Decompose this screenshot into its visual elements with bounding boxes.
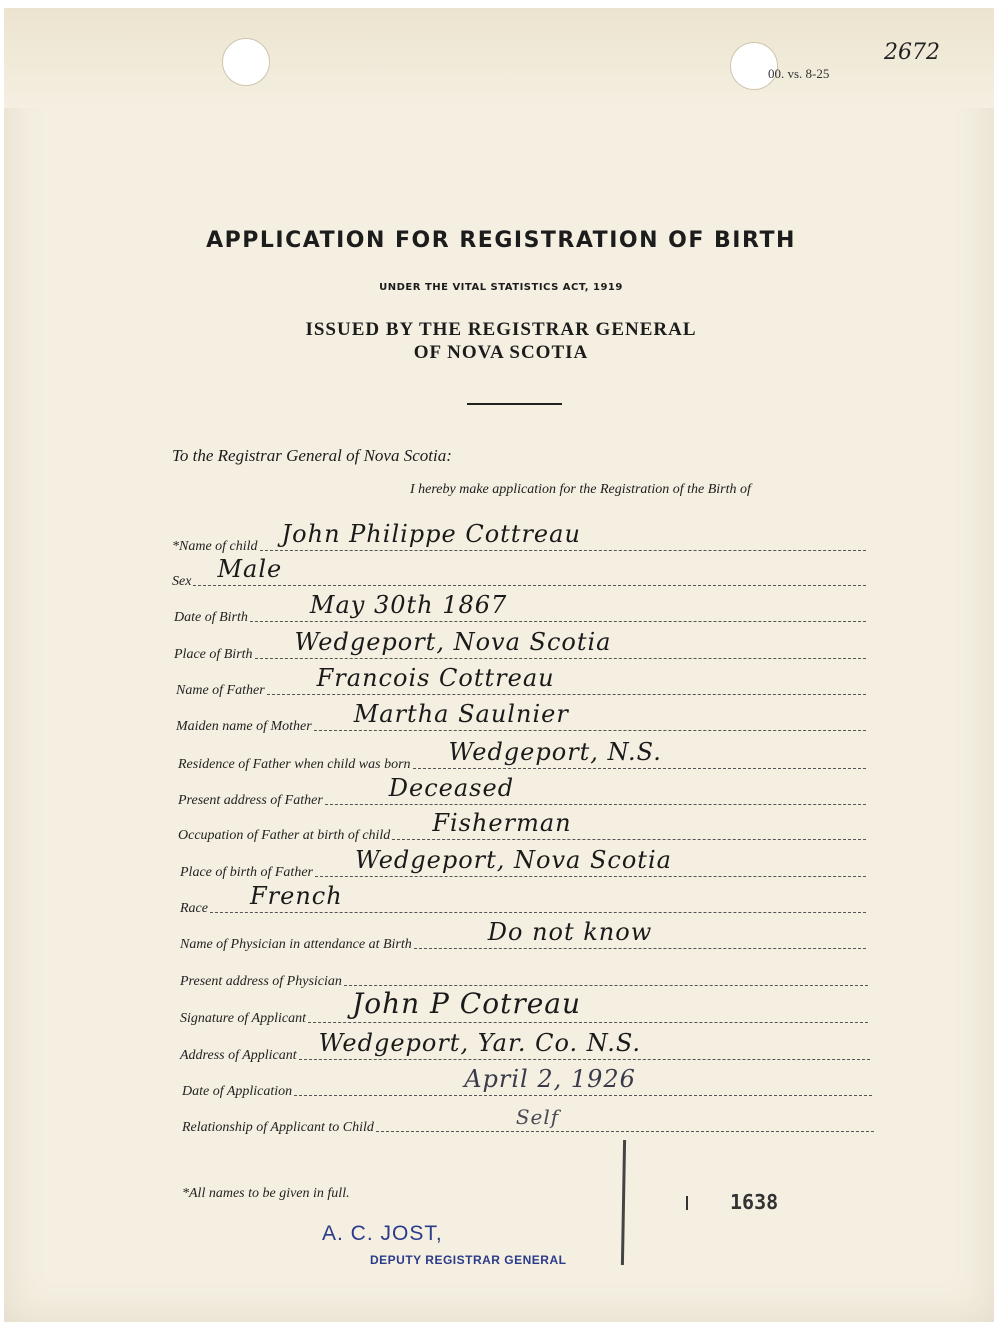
field-value: Wedgeport, Nova Scotia xyxy=(354,846,672,874)
field-date-of-birth xyxy=(174,591,866,628)
document-title: APPLICATION FOR REGISTRATION OF BIRTH xyxy=(206,228,796,253)
field-sex xyxy=(172,555,866,592)
field-value: Wedgeport, Yar. Co. N.S. xyxy=(318,1029,642,1057)
field-name-of-child xyxy=(172,520,866,557)
field-label: Name of Physician in attendance at Birth xyxy=(180,937,412,952)
field-label: Signature of Applicant xyxy=(180,1011,306,1026)
field-value: May 30th 1867 xyxy=(309,591,508,619)
field-address-of-applicant xyxy=(180,1029,870,1066)
field-name-of-father xyxy=(176,664,866,701)
footnote: *All names to be given in full. xyxy=(182,1186,350,1201)
file-number: 2672 xyxy=(884,40,940,65)
field-value: Wedgeport, N.S. xyxy=(448,738,662,766)
field-race xyxy=(180,882,866,919)
registration-number-stamp: 1638 xyxy=(730,1190,779,1214)
applicant-signature: John P Cotreau xyxy=(352,987,582,1020)
punch-hole-left xyxy=(222,38,270,86)
field-place-of-birth xyxy=(174,628,866,665)
issuer-line-2: OF NOVA SCOTIA xyxy=(413,342,589,363)
registrar-stamp-title: DEPUTY REGISTRAR GENERAL xyxy=(370,1253,567,1267)
field-date-of-application xyxy=(182,1065,872,1102)
field-label: Residence of Father when child was born xyxy=(178,757,411,772)
issuer xyxy=(0,318,1002,364)
form-code: 00. vs. 8-25 xyxy=(768,66,830,81)
field-maiden-name-of-mother xyxy=(176,700,866,737)
field-value: French xyxy=(249,882,343,910)
field-value: April 2, 1926 xyxy=(464,1065,636,1093)
field-value: Martha Saulnier xyxy=(353,700,569,728)
field-value: Male xyxy=(217,555,283,583)
field-label: Date of Birth xyxy=(174,610,248,625)
document-subtitle: UNDER THE VITAL STATISTICS ACT, 1919 xyxy=(379,282,623,293)
field-occupation-of-father xyxy=(178,809,866,846)
issuer-line-1: ISSUED BY THE REGISTRAR GENERAL xyxy=(305,319,697,340)
registrar-stamp-name: A. C. JOST, xyxy=(322,1222,443,1245)
field-value: Deceased xyxy=(388,774,515,802)
field-value: John Philippe Cottreau xyxy=(281,520,581,548)
field-label: Address of Applicant xyxy=(180,1048,297,1063)
field-place-of-birth-of-father xyxy=(180,846,866,883)
field-label: Relationship of Applicant to Child xyxy=(182,1120,374,1135)
field-value: Francois Cottreau xyxy=(316,664,555,692)
field-label: Place of birth of Father xyxy=(180,865,313,880)
salutation: To the Registrar General of Nova Scotia: xyxy=(172,446,452,465)
field-label: Name of Father xyxy=(176,683,265,698)
field-value: Self xyxy=(515,1105,560,1129)
field-value: Wedgeport, Nova Scotia xyxy=(294,628,612,656)
field-label: *Name of child xyxy=(172,539,258,554)
field-residence-of-father xyxy=(178,738,866,775)
field-label: Occupation of Father at birth of child xyxy=(178,828,391,843)
field-label: Race xyxy=(180,901,208,916)
field-label: Place of Birth xyxy=(174,647,253,662)
field-label: Date of Application xyxy=(182,1084,293,1099)
field-value: Do not know xyxy=(487,918,653,946)
field-present-address-of-father xyxy=(178,774,866,811)
stamp-tick-mark xyxy=(686,1196,688,1210)
field-relationship-of-applicant xyxy=(182,1105,874,1138)
field-label: Sex xyxy=(172,574,192,589)
field-value: Fisherman xyxy=(432,809,572,837)
title-divider xyxy=(467,403,562,405)
field-label: Present address of Father xyxy=(178,793,323,808)
top-tab-strip xyxy=(4,8,994,108)
field-label: Present address of Physician xyxy=(180,974,342,989)
field-label: Maiden name of Mother xyxy=(176,719,312,734)
intro-text: I hereby make application for the Registration of the Birth of xyxy=(410,482,751,497)
field-name-of-physician xyxy=(180,918,866,955)
field-signature-of-applicant xyxy=(180,987,868,1029)
